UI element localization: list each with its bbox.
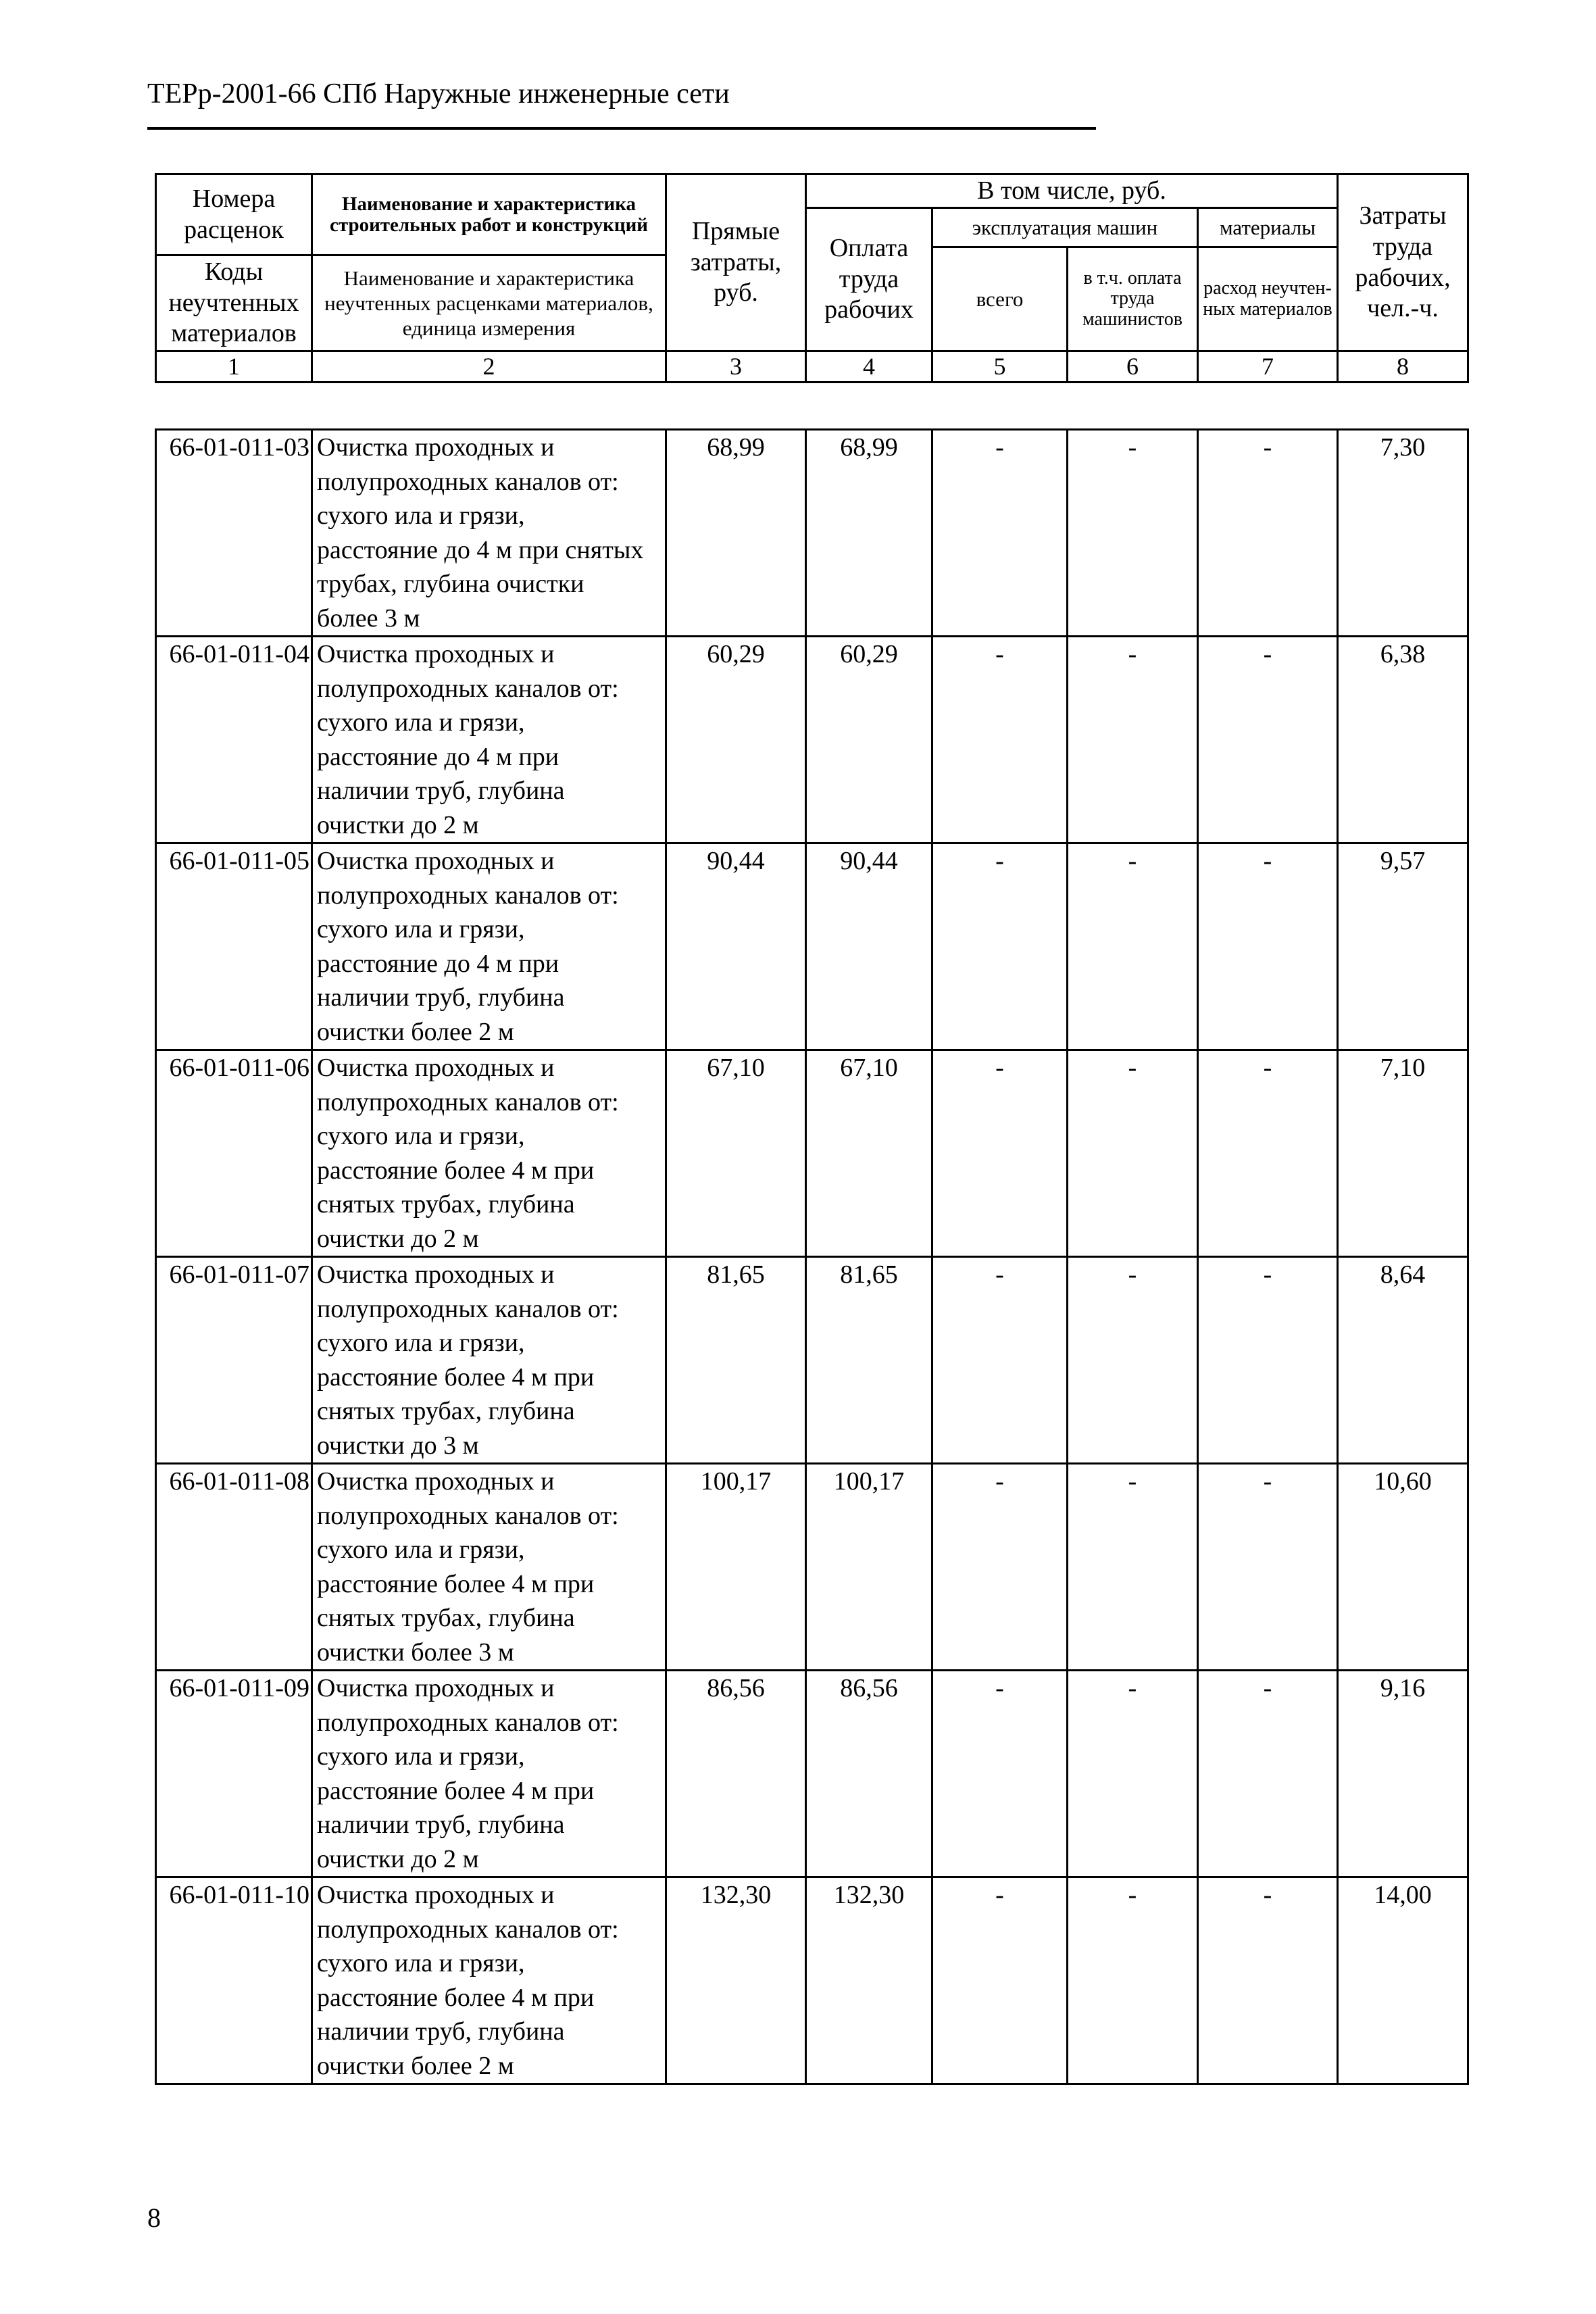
labor-hours: 9,57: [1338, 843, 1468, 1050]
description-line: полупроходных каналов от:: [317, 1708, 619, 1737]
description-line: расстояние более 4 м при: [317, 1569, 595, 1598]
description-line: сухого ила и грязи,: [317, 708, 525, 737]
machines-total: -: [932, 430, 1068, 637]
materials-consumption: -: [1198, 637, 1338, 843]
direct-costs: 90,44: [666, 843, 806, 1050]
column-number: 6: [1068, 351, 1198, 383]
description-line: очистки более 3 м: [317, 1638, 514, 1667]
work-description: [312, 1671, 666, 1877]
rates-table: [155, 428, 1469, 2085]
column-number: 2: [312, 351, 666, 383]
description-line: наличии труб, глубина: [317, 1811, 565, 1839]
description-line: очистки более 2 м: [317, 1017, 514, 1046]
description-line: более 3 м: [317, 604, 420, 633]
table-row: [156, 430, 1468, 637]
header-group-including: В том числе, руб.: [806, 174, 1338, 208]
header-material-consumption: расход неучтен-ных материалов: [1198, 247, 1338, 351]
description-line: полупроходных каналов от:: [317, 1915, 619, 1944]
column-number: 5: [932, 351, 1068, 383]
description-line: сухого ила и грязи,: [317, 1535, 525, 1564]
description-line: Очистка проходных и: [317, 433, 555, 462]
description-line: сухого ила и грязи,: [317, 1329, 525, 1357]
description-line: Очистка проходных и: [317, 1260, 555, 1289]
description-line: сухого ила и грязи,: [317, 1949, 525, 1977]
description-line: Очистка проходных и: [317, 640, 555, 668]
rate-code: 66-01-011-10: [156, 1877, 312, 2084]
labor-pay: 86,56: [806, 1671, 932, 1877]
description-line: расстояние более 4 м при: [317, 1983, 595, 2012]
description-line: снятых трубах, глубина: [317, 1604, 575, 1632]
header-labor-hours: Затраты труда рабочих, чел.-ч.: [1338, 174, 1468, 351]
column-number: 8: [1338, 351, 1468, 383]
machinist-pay: -: [1068, 1671, 1198, 1877]
machines-total: -: [932, 843, 1068, 1050]
machinist-pay: -: [1068, 430, 1198, 637]
description-line: расстояние более 4 м при: [317, 1362, 595, 1392]
header-machine-operation: эксплуатация машин: [932, 208, 1198, 247]
description-line: Очистка проходных и: [317, 847, 555, 875]
materials-consumption: -: [1198, 1257, 1338, 1464]
rate-code: 66-01-011-04: [156, 637, 312, 843]
table-row: [156, 1877, 1468, 2084]
description-line: расстояние до 4 м при: [317, 742, 559, 771]
labor-hours: 6,38: [1338, 637, 1468, 843]
materials-consumption: -: [1198, 843, 1338, 1050]
labor-hours: 14,00: [1338, 1877, 1468, 2084]
work-description: [312, 637, 666, 843]
labor-pay: 60,29: [806, 637, 932, 843]
description-line: Очистка проходных и: [317, 1674, 555, 1702]
materials-consumption: -: [1198, 1877, 1338, 2084]
machines-total: -: [932, 1877, 1068, 2084]
table-row: [156, 1050, 1468, 1257]
description-line: расстояние до 4 м при снятых: [317, 535, 644, 564]
rate-code: 66-01-011-03: [156, 430, 312, 637]
page-number: 8: [147, 2202, 161, 2233]
description-line: сухого ила и грязи,: [317, 915, 525, 943]
description-line: очистки до 2 м: [317, 810, 479, 839]
description-line: полупроходных каналов от:: [317, 881, 619, 910]
description-line: наличии труб, глубина: [317, 983, 565, 1012]
page-title: ТЕРр-2001-66 СПб Наружные инженерные сети: [147, 78, 730, 109]
machinist-pay: -: [1068, 1877, 1198, 2084]
table-row: [156, 1464, 1468, 1671]
title-rule: [147, 127, 1096, 130]
rate-code: 66-01-011-08: [156, 1464, 312, 1671]
description-line: очистки до 3 м: [317, 1431, 479, 1460]
column-number: 3: [666, 351, 806, 383]
rate-code: 66-01-011-09: [156, 1671, 312, 1877]
table-row: [156, 1257, 1468, 1464]
direct-costs: 132,30: [666, 1877, 806, 2084]
column-number: 1: [156, 351, 312, 383]
materials-consumption: -: [1198, 1050, 1338, 1257]
machinist-pay: -: [1068, 637, 1198, 843]
header-machines-total: всего: [932, 247, 1068, 351]
labor-hours: 9,16: [1338, 1671, 1468, 1877]
header-material-codes: Коды неучтенных материалов: [156, 255, 312, 351]
description-line: сухого ила и грязи,: [317, 1122, 525, 1150]
labor-pay: 132,30: [806, 1877, 932, 2084]
header-labor-pay: Оплата труда рабочих: [806, 208, 932, 351]
machinist-pay: -: [1068, 1257, 1198, 1464]
direct-costs: 81,65: [666, 1257, 806, 1464]
labor-hours: 7,10: [1338, 1050, 1468, 1257]
description-line: Очистка проходных и: [317, 1881, 555, 1909]
description-line: снятых трубах, глубина: [317, 1190, 575, 1218]
header-machinist-pay: в т.ч. оплата труда машинистов: [1068, 247, 1198, 351]
description-line: полупроходных каналов от:: [317, 1294, 619, 1323]
machines-total: -: [932, 637, 1068, 843]
table-row: [156, 843, 1468, 1050]
header-work-name: Наименование и характеристика строительных работ и конструкций: [312, 174, 666, 255]
description-line: полупроходных каналов от:: [317, 1087, 619, 1116]
materials-consumption: -: [1198, 430, 1338, 637]
table-header: [155, 173, 1469, 383]
machinist-pay: -: [1068, 843, 1198, 1050]
description-line: расстояние более 4 м при: [317, 1776, 595, 1805]
header-direct-costs: Прямые затраты, руб.: [666, 174, 806, 351]
description-line: Очистка проходных и: [317, 1054, 555, 1082]
description-line: полупроходных каналов от:: [317, 674, 619, 703]
description-line: очистки до 2 м: [317, 1844, 479, 1873]
column-number: 7: [1198, 351, 1338, 383]
rate-code: 66-01-011-07: [156, 1257, 312, 1464]
description-line: снятых трубах, глубина: [317, 1397, 575, 1425]
direct-costs: 86,56: [666, 1671, 806, 1877]
labor-pay: 81,65: [806, 1257, 932, 1464]
description-line: Очистка проходных и: [317, 1467, 555, 1496]
description-line: наличии труб, глубина: [317, 2017, 565, 2046]
machines-total: -: [932, 1464, 1068, 1671]
materials-consumption: -: [1198, 1464, 1338, 1671]
work-description: [312, 1257, 666, 1464]
work-description: [312, 430, 666, 637]
description-line: расстояние более 4 м при: [317, 1156, 595, 1185]
direct-costs: 100,17: [666, 1464, 806, 1671]
header-materials: материалы: [1198, 208, 1338, 247]
description-line: полупроходных каналов от:: [317, 467, 619, 496]
machinist-pay: -: [1068, 1464, 1198, 1671]
labor-pay: 90,44: [806, 843, 932, 1050]
description-line: наличии труб, глубина: [317, 777, 565, 805]
labor-pay: 100,17: [806, 1464, 932, 1671]
work-description: [312, 1464, 666, 1671]
labor-hours: 7,30: [1338, 430, 1468, 637]
machines-total: -: [932, 1050, 1068, 1257]
labor-pay: 68,99: [806, 430, 932, 637]
description-line: сухого ила и грязи,: [317, 1742, 525, 1771]
direct-costs: 68,99: [666, 430, 806, 637]
work-description: [312, 1877, 666, 2084]
direct-costs: 60,29: [666, 637, 806, 843]
machines-total: -: [932, 1257, 1068, 1464]
table-row: [156, 637, 1468, 843]
rate-code: 66-01-011-06: [156, 1050, 312, 1257]
header-rate-numbers: Номера расценок: [156, 174, 312, 255]
machines-total: -: [932, 1671, 1068, 1877]
direct-costs: 67,10: [666, 1050, 806, 1257]
table-row: [156, 1671, 1468, 1877]
description-line: полупроходных каналов от:: [317, 1501, 619, 1530]
description-line: очистки до 2 м: [317, 1224, 479, 1253]
work-description: [312, 843, 666, 1050]
labor-pay: 67,10: [806, 1050, 932, 1257]
description-line: сухого ила и грязи,: [317, 501, 525, 530]
description-line: очистки более 2 м: [317, 2051, 514, 2080]
description-line: расстояние до 4 м при: [317, 949, 559, 978]
labor-hours: 8,64: [1338, 1257, 1468, 1464]
work-description: [312, 1050, 666, 1257]
header-material-names: Наименование и характеристика неучтенных расценками материалов, единица измерения: [312, 255, 666, 351]
rate-code: 66-01-011-05: [156, 843, 312, 1050]
materials-consumption: -: [1198, 1671, 1338, 1877]
column-number: 4: [806, 351, 932, 383]
machinist-pay: -: [1068, 1050, 1198, 1257]
labor-hours: 10,60: [1338, 1464, 1468, 1671]
description-line: трубах, глубина очистки: [317, 570, 584, 598]
